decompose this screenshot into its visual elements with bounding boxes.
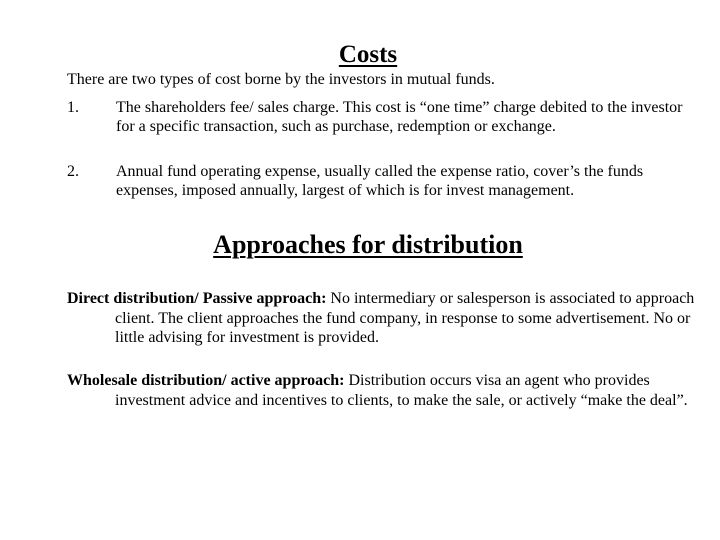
wholesale-distribution-text: Distribution occurs visa an agent who provides investment advice and incentives to clients, to make the sale, or actively “make the deal”. [115,372,688,409]
approaches-heading: Approaches for distribution [213,230,523,259]
direct-distribution-text: No intermediary or salesperson is associated to approach client. The client approaches the fund company, in response to some advertisement. No or little advising for investment is provided. [115,290,695,346]
cost-list-item [67,162,707,200]
direct-distribution-paragraph [67,289,715,348]
cost-list-item [67,98,707,136]
costs-intro: There are two types of cost borne by the investors in mutual funds. [67,71,495,88]
list-item-text: The shareholders fee/ sales charge. This cost is “one time” charge debited to the investor for a specific transaction, such as purchase, redemption or exchange. [116,99,683,135]
wholesale-distribution-label: Wholesale distribution/ active approach: [67,372,345,389]
costs-heading: Costs [338,41,398,68]
wholesale-distribution-paragraph [67,371,715,410]
list-item-text: Annual fund operating expense, usually called the expense ratio, cover’s the funds expenses, imposed annually, largest of which is for invest management. [116,163,644,199]
list-number: 1. [67,99,79,116]
list-number: 2. [67,163,79,180]
direct-distribution-label: Direct distribution/ Passive approach: [67,290,327,307]
